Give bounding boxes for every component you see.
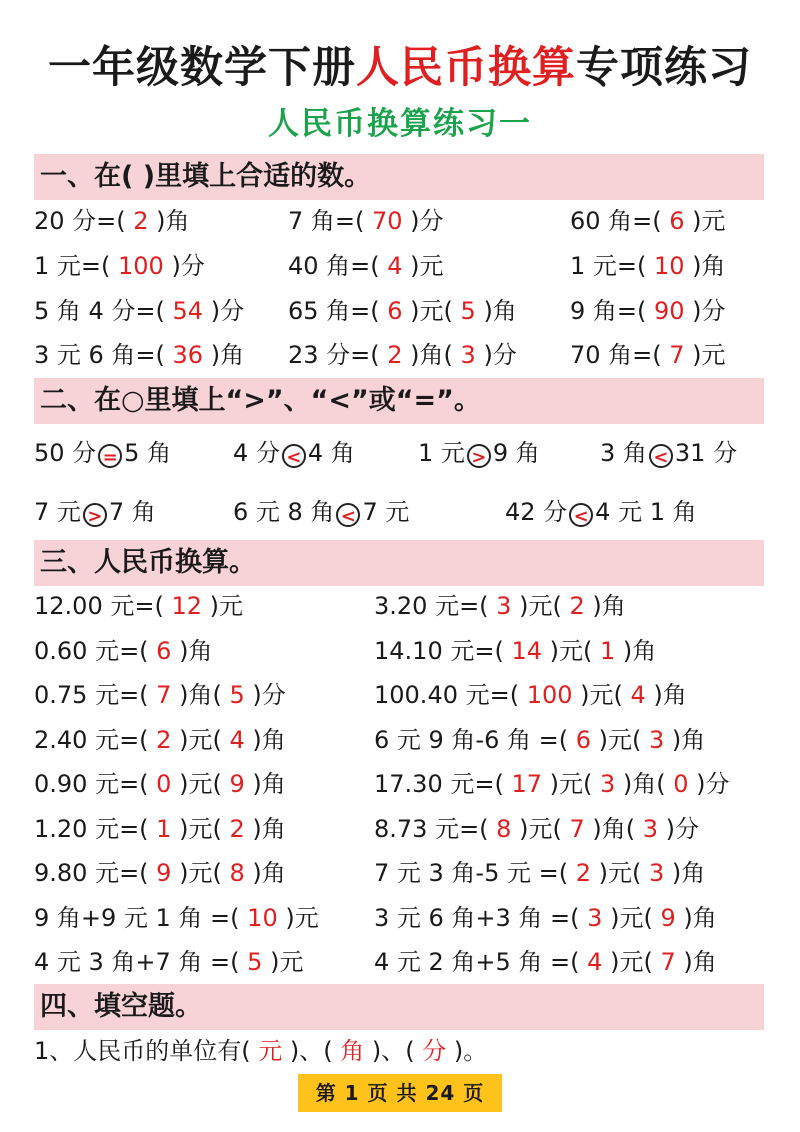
question-text: )元( <box>179 815 222 843</box>
comparison-item <box>233 491 409 533</box>
comparison-symbol: = <box>98 444 122 468</box>
question-text: )元 <box>692 207 726 235</box>
exercise-item <box>570 200 726 242</box>
question-text: 1 元=( <box>570 252 647 280</box>
answer: 3 <box>641 726 672 754</box>
answer: 36 <box>164 341 211 369</box>
answer: 2 <box>561 592 593 620</box>
exercise-item <box>374 808 699 850</box>
exercise-item <box>374 763 730 805</box>
answer: 4 <box>379 252 411 280</box>
exercise-item <box>34 719 286 761</box>
exercise-item <box>570 245 726 287</box>
exercise-item <box>288 200 444 242</box>
question-text: 3 元 6 角+3 角 =( <box>374 904 580 932</box>
comparison-right: 4 元 1 角 <box>595 498 697 526</box>
question-text: )分 <box>171 252 205 280</box>
question-text: )角 <box>683 948 717 976</box>
comparison-left: 42 分 <box>505 498 568 526</box>
question-text: 70 角=( <box>570 341 662 369</box>
question-text: )角 <box>692 252 726 280</box>
answer: 7 <box>652 948 684 976</box>
exercise-item <box>374 585 626 627</box>
answer: 分 <box>414 1037 454 1065</box>
answer: 10 <box>239 904 286 932</box>
section-header-4: 四、填空题。 <box>34 984 764 1030</box>
question-text: )分 <box>696 770 730 798</box>
exercise-item <box>374 941 717 983</box>
comparison-right: 7 元 <box>362 498 410 526</box>
answer: 7 <box>661 341 693 369</box>
question-text: )元( <box>519 815 562 843</box>
question-text: )元( <box>549 770 593 798</box>
answer: 4 <box>622 681 654 709</box>
fill-blank-row <box>0 1030 800 1072</box>
answer: 9 <box>652 904 684 932</box>
comparison-left: 1 元 <box>418 439 465 467</box>
question-text: )角 <box>653 681 687 709</box>
answer: 6 <box>148 637 180 665</box>
exercise-item <box>570 334 726 376</box>
answer: 8 <box>221 859 253 887</box>
answer: 2 <box>221 815 253 843</box>
answer: 1 <box>592 637 623 665</box>
question-text: 9.80 元=( <box>34 859 149 887</box>
question-text: )元( <box>179 859 222 887</box>
comparison-row <box>0 491 800 533</box>
question-text: )分 <box>665 815 699 843</box>
question-text: 23 分=( <box>288 341 380 369</box>
comparison-right: 9 角 <box>492 439 540 467</box>
question-text: 0.75 元=( <box>34 681 149 709</box>
comparison-symbol: < <box>336 503 360 527</box>
exercise-item <box>34 763 286 805</box>
page-footer: 第 1 页 共 24 页 <box>298 1074 502 1112</box>
exercise-row <box>0 290 800 332</box>
question-text: 9 角+9 元 1 角 =( <box>34 904 240 932</box>
comparison-symbol: > <box>467 444 491 468</box>
question-text: )。 <box>453 1037 488 1065</box>
question-text: 65 角=( <box>288 297 380 325</box>
question-text: 12.00 元=( <box>34 592 164 620</box>
page-title <box>0 38 800 98</box>
answer: 54 <box>164 297 211 325</box>
question-text: )角( <box>410 341 453 369</box>
question-text: 2.40 元=( <box>34 726 149 754</box>
question-text: )角 <box>671 726 706 754</box>
exercise-item <box>34 852 286 894</box>
comparison-right: 5 角 <box>124 439 172 467</box>
answer: 8 <box>488 815 520 843</box>
answer: 2 <box>379 341 411 369</box>
exercise-item <box>374 719 705 761</box>
answer: 7 <box>561 815 593 843</box>
exercise-row <box>0 245 800 287</box>
comparison-symbol: > <box>83 503 107 527</box>
question-text: )角( <box>592 815 636 843</box>
exercise-row <box>0 200 800 242</box>
question-text: )角 <box>622 637 657 665</box>
answer: 10 <box>646 252 693 280</box>
question-text: 9 角=( <box>570 297 647 325</box>
section-header-1: 一、在( )里填上合适的数。 <box>34 154 764 200</box>
question-text: 40 角=( <box>288 252 380 280</box>
question-text: )元( <box>179 726 222 754</box>
answer: 1 <box>148 815 180 843</box>
answer: 3 <box>488 592 520 620</box>
comparison-item <box>600 432 737 474</box>
question-text: 0.90 元=( <box>34 770 149 798</box>
question-text: )角 <box>252 770 286 798</box>
question-text: )分 <box>692 297 726 325</box>
comparison-item <box>233 432 355 474</box>
question-text: )元( <box>580 681 623 709</box>
answer: 2 <box>148 726 180 754</box>
question-text: )、( <box>371 1037 415 1065</box>
comparison-left: 4 分 <box>233 439 280 467</box>
question-text: )元 <box>410 252 444 280</box>
question-text: 100.40 元=( <box>374 681 520 709</box>
comparison-item <box>505 491 697 533</box>
answer: 3 <box>592 770 623 798</box>
question-text: 60 角=( <box>570 207 662 235</box>
question-text: )角 <box>252 815 286 843</box>
answer: 9 <box>221 770 253 798</box>
question-text: )元 <box>285 904 319 932</box>
conversion-row <box>0 674 800 716</box>
question-text: )元( <box>598 859 642 887</box>
answer: 5 <box>239 948 271 976</box>
comparison-item <box>34 491 156 533</box>
exercise-item <box>34 674 286 716</box>
comparison-left: 50 分 <box>34 439 97 467</box>
comparison-right: 7 角 <box>108 498 156 526</box>
answer: 100 <box>110 252 172 280</box>
question-text: 6 元 9 角-6 角 =( <box>374 726 569 754</box>
question-text: 4 元 2 角+5 角 =( <box>374 948 580 976</box>
question-text: )角 <box>252 726 286 754</box>
question-text: 14.10 元=( <box>374 637 504 665</box>
exercise-item <box>288 334 517 376</box>
page-subtitle: 人民币换算练习一 <box>268 106 532 142</box>
question-text: )元 <box>209 592 243 620</box>
answer: 6 <box>379 297 411 325</box>
comparison-left: 7 元 <box>34 498 81 526</box>
comparison-right: 31 分 <box>674 439 738 467</box>
question-text: 1 元=( <box>34 252 111 280</box>
question-text: )分 <box>210 297 245 325</box>
conversion-row <box>0 852 800 894</box>
question-text: )角 <box>592 592 626 620</box>
question-text: )角 <box>156 207 190 235</box>
question-text: 0.60 元=( <box>34 637 149 665</box>
answer: 3 <box>452 341 484 369</box>
answer: 12 <box>163 592 210 620</box>
question-text: )元( <box>179 770 222 798</box>
question-text: )角 <box>179 637 213 665</box>
answer: 9 <box>148 859 180 887</box>
answer: 元 <box>250 1037 290 1065</box>
answer: 4 <box>579 948 611 976</box>
answer: 3 <box>635 815 666 843</box>
question-text: )分 <box>252 681 286 709</box>
exercise-item <box>288 245 444 287</box>
title-part3: 专项练习 <box>576 43 752 93</box>
exercise-item <box>288 290 517 332</box>
title-part1: 一年级数学下册 <box>48 43 356 93</box>
exercise-item <box>34 630 212 672</box>
question-text: 7 元 3 角-5 元 =( <box>374 859 569 887</box>
answer: 2 <box>125 207 157 235</box>
comparison-left: 6 元 8 角 <box>233 498 335 526</box>
question-text: )元( <box>519 592 562 620</box>
answer: 0 <box>665 770 697 798</box>
fill-blank-item <box>34 1030 487 1072</box>
answer: 5 <box>221 681 253 709</box>
exercise-item <box>570 290 726 332</box>
section-header-3: 三、人民币换算。 <box>34 540 764 586</box>
question-text: )元( <box>610 904 653 932</box>
question-text: 5 角 4 分=( <box>34 297 165 325</box>
exercise-item <box>34 941 303 983</box>
question-text: )角( <box>179 681 222 709</box>
question-text: 20 分=( <box>34 207 126 235</box>
answer: 4 <box>221 726 253 754</box>
comparison-right: 4 角 <box>307 439 355 467</box>
answer: 14 <box>503 637 550 665</box>
comparison-item <box>418 432 540 474</box>
question-text: )元 <box>692 341 726 369</box>
comparison-symbol: < <box>569 503 593 527</box>
answer: 2 <box>568 859 599 887</box>
conversion-row <box>0 763 800 805</box>
question-text: )角 <box>483 297 517 325</box>
comparison-left: 3 角 <box>600 439 647 467</box>
question-text: )、( <box>289 1037 333 1065</box>
question-text: )角 <box>671 859 706 887</box>
question-text: )元 <box>270 948 304 976</box>
section-header-2: 二、在○里填上“>”、“<”或“=”。 <box>34 378 764 424</box>
answer: 3 <box>579 904 611 932</box>
question-text: 3.20 元=( <box>374 592 489 620</box>
question-text: 8.73 元=( <box>374 815 489 843</box>
answer: 6 <box>568 726 599 754</box>
conversion-row <box>0 585 800 627</box>
answer: 3 <box>641 859 672 887</box>
title-highlight: 人民币换算 <box>356 43 576 93</box>
exercise-item <box>374 630 656 672</box>
conversion-row <box>0 941 800 983</box>
exercise-item <box>34 290 244 332</box>
exercise-item <box>34 585 243 627</box>
answer: 100 <box>519 681 581 709</box>
exercise-item <box>34 200 190 242</box>
answer: 90 <box>646 297 693 325</box>
answer: 角 <box>332 1037 372 1065</box>
conversion-row <box>0 630 800 672</box>
exercise-item <box>374 897 717 939</box>
exercise-row <box>0 334 800 376</box>
comparison-item <box>34 432 171 474</box>
question-text: )角( <box>622 770 666 798</box>
question-text: )角 <box>210 341 245 369</box>
question-text: )角 <box>683 904 717 932</box>
question-text: )元( <box>598 726 642 754</box>
question-text: )元( <box>410 297 453 325</box>
exercise-item <box>374 852 705 894</box>
answer: 70 <box>364 207 411 235</box>
exercise-item <box>374 674 687 716</box>
conversion-row <box>0 808 800 850</box>
question-text: 3 元 6 角=( <box>34 341 165 369</box>
question-text: 17.30 元=( <box>374 770 504 798</box>
answer: 6 <box>661 207 693 235</box>
question-text: 1.20 元=( <box>34 815 149 843</box>
question-text: )元( <box>549 637 593 665</box>
exercise-item <box>34 808 286 850</box>
exercise-item <box>34 245 205 287</box>
exercise-item <box>34 897 319 939</box>
comparison-symbol: < <box>649 444 673 468</box>
conversion-row <box>0 897 800 939</box>
conversion-row <box>0 719 800 761</box>
question-text: )元( <box>610 948 653 976</box>
exercise-item <box>34 334 244 376</box>
answer: 0 <box>148 770 180 798</box>
question-text: )角 <box>252 859 286 887</box>
answer: 5 <box>452 297 484 325</box>
question-text: 7 角=( <box>288 207 365 235</box>
question-text: )分 <box>410 207 444 235</box>
comparison-row <box>0 432 800 474</box>
answer: 17 <box>503 770 550 798</box>
comparison-symbol: < <box>282 444 306 468</box>
question-text: 1、人民币的单位有( <box>34 1037 251 1065</box>
question-text: 4 元 3 角+7 角 =( <box>34 948 240 976</box>
answer: 7 <box>148 681 180 709</box>
question-text: )分 <box>483 341 517 369</box>
